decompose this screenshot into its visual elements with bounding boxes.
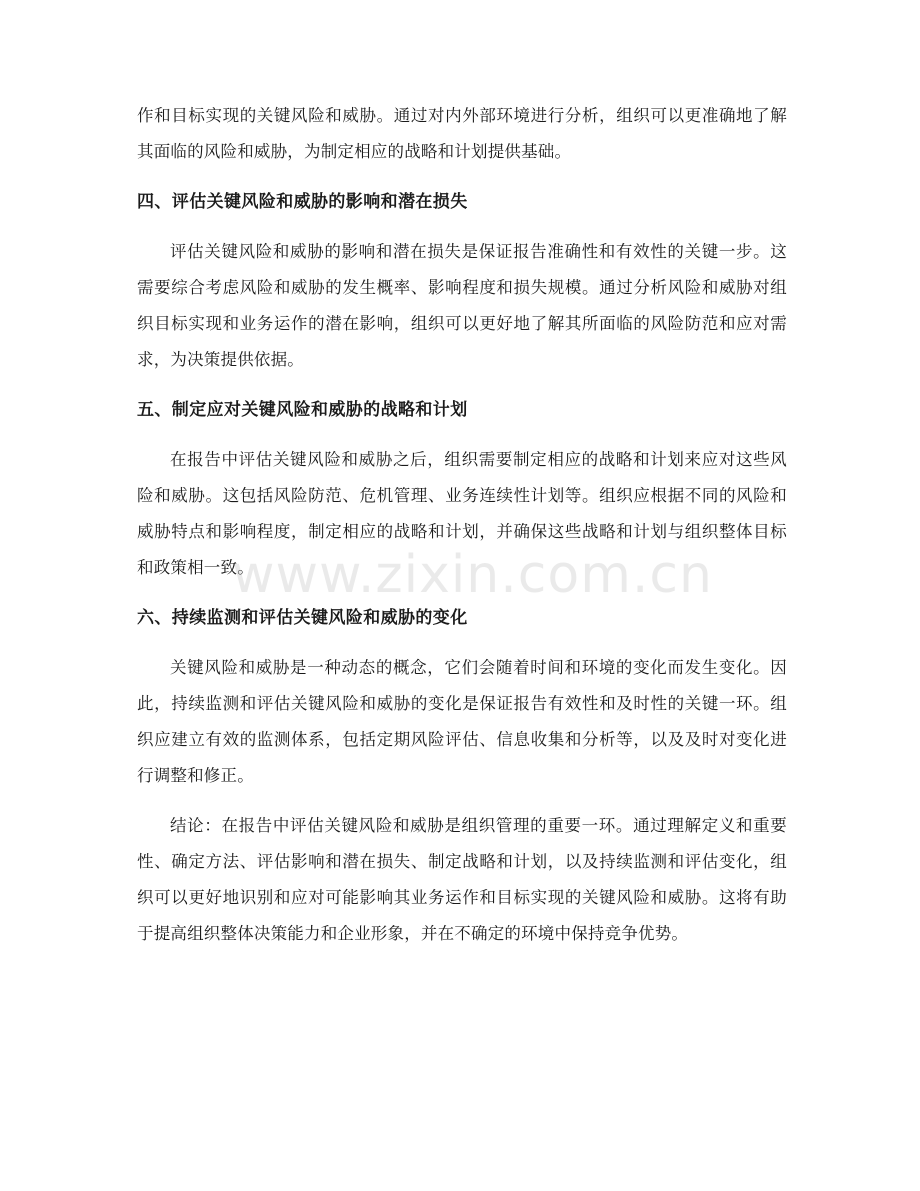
intro-paragraph: 作和目标实现的关键风险和威胁。通过对内外部环境进行分析，组织可以更准确地了解其面临的风险和威胁，为制定相应的战略和计划提供基础。 — [137, 106, 787, 161]
section-body-6: 关键风险和威胁是一种动态的概念，它们会随着时间和环境的变化而发生变化。因此，持续监测和评估关键风险和威胁的变化是保证报告有效性和及时性的关键一环。组织应建立有效的监测体系，包括定期风险评估、信息收集和分析等，以及及时对变化进行调整和修正。 — [137, 658, 787, 785]
section-body-4: 评估关键风险和威胁的影响和潜在损失是保证报告准确性和有效性的关键一步。这需要综合考虑风险和威胁的发生概率、影响程度和损失规模。通过分析风险和威胁对组织目标实现和业务运作的潜在影响，组织可以更好地了解其所面临的风险防范和应对需求，为决策提供依据。 — [137, 242, 787, 369]
paragraph-gap — [137, 794, 787, 808]
document-content — [137, 98, 787, 952]
section-heading-4: 四、评估关键风险和威胁的影响和潜在损失 — [137, 192, 468, 212]
section-body-5: 在报告中评估关键风险和威胁之后，组织需要制定相应的战略和计划来应对这些风险和威胁。这包括风险防范、危机管理、业务连续性计划等。组织应根据不同的风险和威胁特点和影响程度，制定相应的战略和计划，并确保这些战略和计划与组织整体目标和政策相一致。 — [137, 450, 787, 577]
watermark: www.zixin.com.cn — [232, 545, 713, 605]
section-heading-6: 六、持续监测和评估关键风险和威胁的变化 — [137, 608, 468, 628]
section-heading-5: 五、制定应对关键风险和威胁的战略和计划 — [137, 400, 468, 420]
conclusion-paragraph: 结论：在报告中评估关键风险和威胁是组织管理的重要一环。通过理解定义和重要性、确定方法、评估影响和潜在损失、制定战略和计划，以及持续监测和评估变化，组织可以更好地识别和应对可能影响其业务运作和目标实现的关键风险和威胁。这将有助于提高组织整体决策能力和企业形象，并在不确定的环境中保持竞争优势。 — [137, 816, 787, 943]
